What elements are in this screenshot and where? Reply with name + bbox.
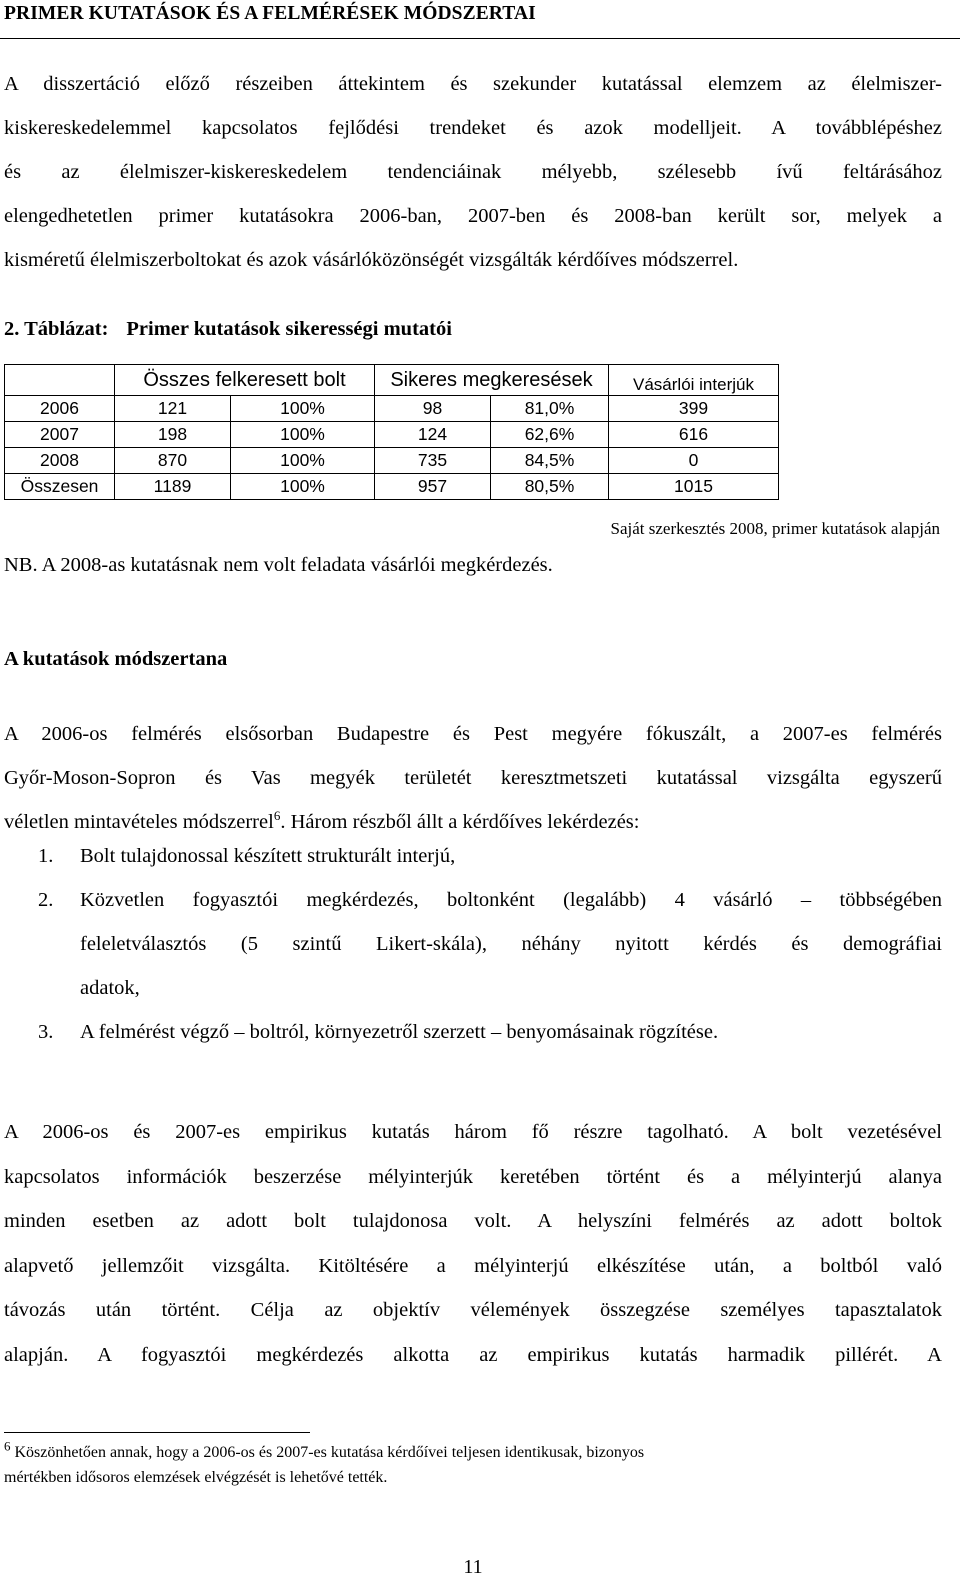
cell-success-pct: 84,5% <box>491 448 609 474</box>
body-line: kapcsolatos információk beszerzése mélyinterjúk keretében történt és a mélyinterjú alanya <box>4 1165 942 1188</box>
cell-interviews: 1015 <box>609 474 779 500</box>
body-paragraph <box>4 1110 942 1378</box>
cell-year: 2008 <box>5 448 115 474</box>
section-title: A kutatások módszertana <box>4 648 228 670</box>
intro-line: A disszertáció előző részeiben áttekintem és szekunder kutatással elemzem az élelmiszer- <box>4 73 942 95</box>
footnote-mark: 6 <box>4 1438 11 1454</box>
results-table <box>4 364 779 500</box>
page-number: 11 <box>463 1556 483 1578</box>
cell-total: 198 <box>115 422 231 448</box>
intro-line: kiskereskedelemmel kapcsolatos fejlődési trendeket és azok modelljeit. A továbblépéshez <box>4 117 942 139</box>
table-row <box>5 448 779 474</box>
intro-line: elengedhetetlen primer kutatásokra 2006-ban, 2007-ben és 2008-ban került sor, melyek a <box>4 205 942 227</box>
col-header-interviews: Vásárlói interjúk <box>609 365 779 396</box>
footnote-line: mértékben idősoros elemzések elvégzését is lehetővé tették. <box>4 1469 388 1486</box>
footnote <box>4 1440 942 1490</box>
cell-success: 735 <box>375 448 491 474</box>
table-row <box>5 422 779 448</box>
cell-year: 2007 <box>5 422 115 448</box>
cell-success-pct: 80,5% <box>491 474 609 500</box>
cell-interviews: 399 <box>609 396 779 422</box>
list-text: feleletválasztós (5 szintű Likert-skála), néhány nyitott kérdés és demográfiai <box>80 933 942 955</box>
header-divider <box>0 38 960 39</box>
list-number: 2. <box>38 889 54 911</box>
footnote-divider <box>4 1432 310 1433</box>
table-row <box>5 396 779 422</box>
list-text: A felmérést végző – boltról, környezetről szerzett – benyomásainak rögzítése. <box>80 1021 719 1043</box>
intro-line: kisméretű élelmiszerboltokat és azok vásárlóközönségét vizsgálták kérdőíves módszerrel. <box>4 249 739 271</box>
list-text: Bolt tulajdonossal készített strukturált interjú, <box>80 845 456 867</box>
col-header-success: Sikeres megkeresések <box>375 365 609 396</box>
table-note: NB. A 2008-as kutatásnak nem volt feladata vásárlói megkérdezés. <box>4 554 553 576</box>
table-header-row <box>5 365 779 396</box>
body-line: alapvető jellemzőit vizsgálta. Kitöltésére a mélyinterjú elkészítése után, a boltból való <box>4 1254 942 1277</box>
table-caption: Primer kutatások sikerességi mutatói <box>126 318 452 340</box>
cell-success: 957 <box>375 474 491 500</box>
cell-total: 121 <box>115 396 231 422</box>
table-row-total <box>5 474 779 500</box>
col-header-total: Összes felkeresett bolt <box>115 365 375 396</box>
methods-line <box>4 800 942 844</box>
cell-interviews: 616 <box>609 422 779 448</box>
cell-year: Összesen <box>5 474 115 500</box>
footnote-ref: 6 <box>273 808 281 824</box>
cell-total-pct: 100% <box>231 396 375 422</box>
cell-success: 124 <box>375 422 491 448</box>
list-number: 1. <box>38 845 54 867</box>
cell-success: 98 <box>375 396 491 422</box>
cell-total: 870 <box>115 448 231 474</box>
body-line: A 2006-os és 2007-es empirikus kutatás három fő részre tagolható. A bolt vezetésével <box>4 1121 942 1143</box>
intro-line: és az élelmiszer-kiskereskedelem tendenciáinak mélyebb, szélesebb ívű feltárásához <box>4 161 942 183</box>
footnote-text: Köszönhetően annak, hogy a 2006-os és 2007-es kutatása kérdőívei teljesen identikusak, bizonyos <box>10 1444 645 1461</box>
cell-success-pct: 81,0% <box>491 396 609 422</box>
cell-interviews: 0 <box>609 448 779 474</box>
table-title <box>4 318 452 341</box>
list-text: Közvetlen fogyasztói megkérdezés, boltonként (legalább) 4 vásárló – többségében <box>80 889 942 911</box>
table-source: Saját szerkesztés 2008, primer kutatások alapján <box>610 519 940 538</box>
methods-line: A 2006-os felmérés elsősorban Budapestre és Pest megyére fókuszált, a 2007-es felmérés <box>4 723 942 745</box>
body-line: alapján. A fogyasztói megkérdezés alkotta az empirikus kutatás harmadik pillérét. A <box>4 1343 942 1366</box>
list-text: adatok, <box>80 977 140 999</box>
cell-total-pct: 100% <box>231 474 375 500</box>
cell-success-pct: 62,6% <box>491 422 609 448</box>
methods-line3-text: véletlen mintavételes módszerrel <box>4 811 274 833</box>
cell-year: 2006 <box>5 396 115 422</box>
table-label: 2. Táblázat: <box>4 318 109 340</box>
cell-total-pct: 100% <box>231 448 375 474</box>
methods-line: Győr-Moson-Sopron és Vas megyék területét keresztmetszeti kutatással vizsgálta egyszerű <box>4 767 942 789</box>
table-corner-cell <box>5 365 115 396</box>
list-number: 3. <box>38 1021 54 1043</box>
footnote-line <box>4 1440 942 1465</box>
methods-line3-tail: . Három részből állt a kérdőíves lekérdezés: <box>280 811 640 833</box>
body-line: távozás után történt. Célja az objektív vélemények összegzése személyes tapasztalatok <box>4 1299 942 1322</box>
chapter-header: PRIMER KUTATÁSOK ÉS A FELMÉRÉSEK MÓDSZERTAI <box>4 3 536 24</box>
methods-paragraph <box>4 712 942 844</box>
cell-total-pct: 100% <box>231 422 375 448</box>
intro-paragraph <box>4 62 942 282</box>
body-line: minden esetben az adott bolt tulajdonosa volt. A helyszíni felmérés az adott boltok <box>4 1210 942 1233</box>
cell-total: 1189 <box>115 474 231 500</box>
